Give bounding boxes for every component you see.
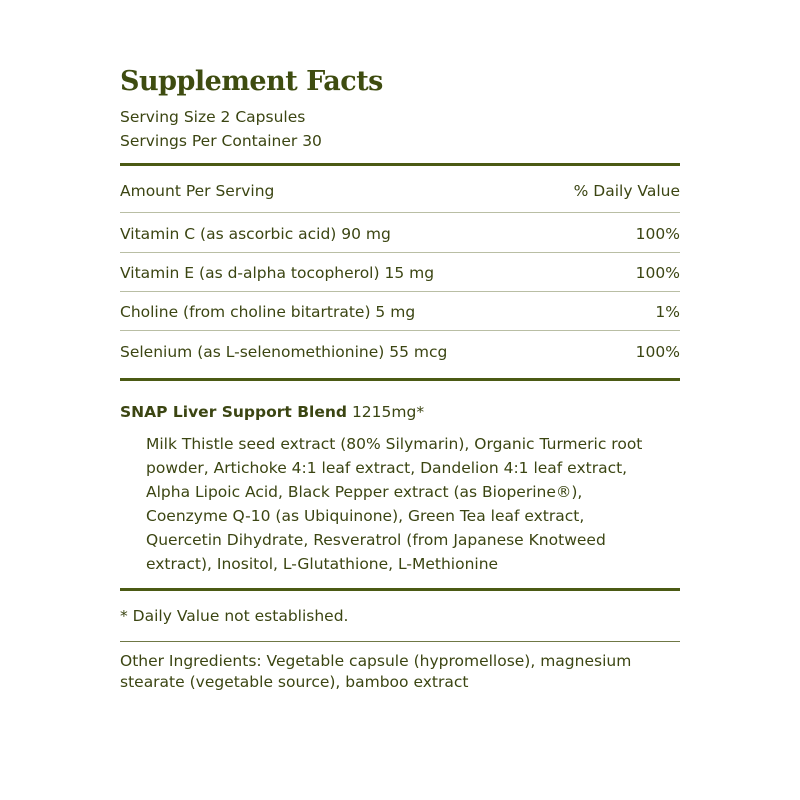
blend-line: Quercetin Dihydrate, Resveratrol (from Japanese Knotweed	[146, 531, 606, 549]
blend-heading	[120, 400, 424, 424]
blend-amount: 1215mg*	[351, 403, 425, 421]
servings-per-container: Servings Per Container 30	[120, 132, 322, 150]
header-row	[120, 179, 680, 203]
page-title: Supplement Facts	[120, 66, 383, 97]
nutrient-row	[120, 300, 680, 324]
divider-thick	[120, 588, 680, 591]
divider-thick	[120, 378, 680, 381]
nutrient-row	[120, 222, 680, 246]
divider	[120, 252, 680, 253]
nutrient-dv: 100%	[635, 264, 680, 282]
divider	[120, 641, 680, 642]
nutrient-dv: 1%	[655, 303, 680, 321]
other-ingredients-line: stearate (vegetable source), bamboo extract	[120, 673, 469, 691]
nutrient-dv: 100%	[635, 225, 680, 243]
blend-line: extract), Inositol, L-Glutathione, L-Methionine	[146, 555, 499, 573]
serving-size: Serving Size 2 Capsules	[120, 108, 306, 126]
blend-line: Milk Thistle seed extract (80% Silymarin), Organic Turmeric root	[146, 435, 643, 453]
divider	[120, 291, 680, 292]
divider-thick	[120, 163, 680, 166]
nutrient-name: Vitamin E (as d-alpha tocopherol) 15 mg	[120, 264, 435, 282]
nutrient-dv: 100%	[635, 343, 680, 361]
blend-name: SNAP Liver Support Blend	[120, 403, 347, 421]
amount-header: Amount Per Serving	[120, 182, 275, 200]
divider	[120, 330, 680, 331]
other-ingredients-line: Other Ingredients: Vegetable capsule (hypromellose), magnesium	[120, 652, 632, 670]
blend-line: powder, Artichoke 4:1 leaf extract, Dandelion 4:1 leaf extract,	[146, 459, 628, 477]
dv-header: % Daily Value	[573, 182, 680, 200]
blend-line: Coenzyme Q-10 (as Ubiquinone), Green Tea leaf extract,	[146, 507, 585, 525]
blend-line: Alpha Lipoic Acid, Black Pepper extract (as Bioperine®),	[146, 483, 583, 501]
nutrient-name: Vitamin C (as ascorbic acid) 90 mg	[120, 225, 391, 243]
divider	[120, 212, 680, 213]
nutrient-row	[120, 340, 680, 364]
blend-ingredients	[146, 432, 686, 576]
footnote: * Daily Value not established.	[120, 607, 349, 625]
nutrient-row	[120, 261, 680, 285]
nutrient-name: Selenium (as L-selenomethionine) 55 mcg	[120, 343, 448, 361]
nutrient-name: Choline (from choline bitartrate) 5 mg	[120, 303, 416, 321]
other-ingredients	[120, 651, 631, 693]
